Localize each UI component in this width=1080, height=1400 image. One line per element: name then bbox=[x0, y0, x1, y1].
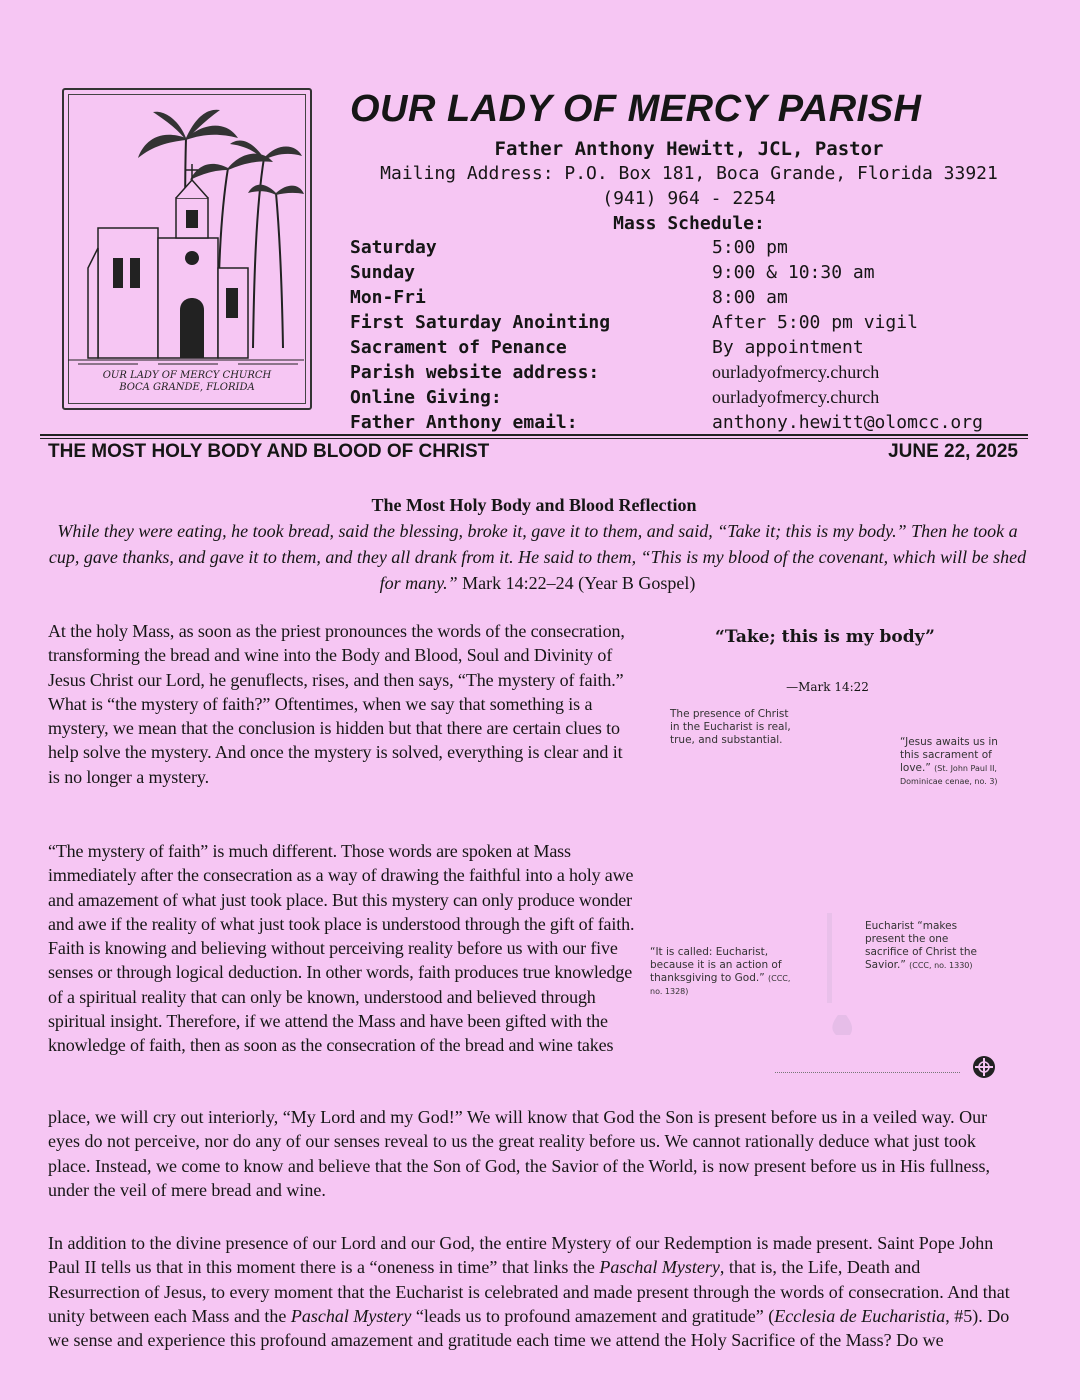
logo-caption-line2: BOCA GRANDE, FLORIDA bbox=[119, 382, 255, 393]
note3-text: “It is called: Eucharist, because it is an action of thanksgiving to God.” bbox=[650, 946, 782, 984]
schedule-label: Saturday bbox=[350, 237, 437, 258]
feast-title: THE MOST HOLY BODY AND BLOOD OF CHRIST bbox=[48, 441, 490, 462]
phone-number: (941) 964 - 2254 bbox=[602, 188, 776, 209]
divider bbox=[40, 438, 1028, 439]
schedule-row bbox=[350, 262, 1030, 287]
schedule-value: 5:00 pm bbox=[712, 237, 788, 258]
paragraph-1: At the holy Mass, as soon as the priest pronounces the words of the consecration, transforming the bread and wine into the Body and Blood, Soul and Divinity of Jesus Christ our Lord, he genuflects, rises, and then says, “The mystery of faith.” What is “the mystery of faith?” Oftentimes, when we say that something is a mystery, we mean that the conclusion is hidden but that there are certain clues to help solve the mystery. And once the mystery is solved, everything is clear and it is no longer a mystery. bbox=[48, 621, 625, 787]
p3-italic: Paschal Mystery bbox=[599, 1257, 720, 1278]
inset-quote: “Take; this is my body” bbox=[715, 627, 935, 647]
eucharist-inset bbox=[650, 620, 1030, 1095]
paragraph-3 bbox=[48, 1231, 1010, 1352]
church-drawing-icon bbox=[68, 98, 304, 368]
scripture-passage bbox=[45, 518, 1030, 596]
schedule-value: After 5:00 pm vigil bbox=[712, 312, 918, 333]
schedule-label: Mon-Fri bbox=[350, 287, 426, 308]
bulletin-date: JUNE 22, 2025 bbox=[888, 441, 1018, 462]
inset-note-presence: The presence of Christ in the Eucharist is real, true, and substantial. bbox=[670, 708, 791, 746]
parish-title: OUR LADY OF MERCY PARISH bbox=[350, 88, 922, 130]
schedule-label: First Saturday Anointing bbox=[350, 312, 611, 333]
schedule-row bbox=[350, 337, 1030, 362]
inset-note-thanksgiving bbox=[650, 946, 795, 998]
note2-citation: (St. John Paul II, Dominicae cenae, no. 3) bbox=[900, 764, 998, 786]
schedule-value[interactable]: anthony.hewitt@olomcc.org bbox=[712, 412, 983, 433]
schedule-label: Sunday bbox=[350, 262, 416, 283]
schedule-label: Father Anthony email: bbox=[350, 412, 578, 433]
schedule-value: 9:00 & 10:30 am bbox=[712, 262, 875, 283]
p3-text: In addition to the divine presence of our Lord and our God, the entire Mystery of our Redemption is made present. Saint Pope John Paul II tells us that in this moment there is a “oneness in time” that links the bbox=[48, 1233, 994, 1278]
p3-italic: Ecclesia de Eucharistia bbox=[774, 1305, 946, 1326]
schedule-value[interactable]: ourladyofmercy.church bbox=[712, 387, 880, 407]
note4-text: Eucharist “makes present the one sacrifice of Christ the Savior.” bbox=[865, 920, 977, 971]
publisher-emblem-icon bbox=[971, 1054, 997, 1080]
logo-caption-line1: OUR LADY OF MERCY CHURCH bbox=[102, 370, 272, 381]
schedule-value: 8:00 am bbox=[712, 287, 788, 308]
p3-text: , #5). Do we sense and experience this profound amazement and gratitude each time we attend the Holy Sacrifice of the Mass? Do we bbox=[48, 1305, 1010, 1351]
parish-logo bbox=[62, 88, 312, 410]
scripture-text: While they were eating, he took bread, said the blessing, broke it, gave it to them, and said, “Take it; this is my body.” Then he took a cup, gave thanks, and gave it to them, and they all drank from it. He said to them, “This is my blood of the covenant, which will be shed for many.” bbox=[48, 521, 1027, 593]
paragraph-2-upper: “The mystery of faith” is much different. Those words are spoken at Mass immediately after the consecration as a way of drawing the faithful into a holy awe and amazement of what just took place. But this mystery can only produce wonder and awe if the reality of what just took place is understood through the gift of faith. Faith is knowing and believing without perceiving reality before us with our five senses or through logical deduction. In other words, faith produces true knowledge of a spiritual reality that can only be known, understood and believed through spiritual insight. Therefore, if we attend the Mass and have been gifted with the knowledge of faith, then as soon as the consecration of the bread and wine takes bbox=[48, 841, 635, 1056]
chalice-icon bbox=[810, 905, 870, 1045]
copyright-line bbox=[775, 1072, 960, 1076]
reflection-title: The Most Holy Body and Blood Reflection bbox=[371, 495, 697, 515]
schedule-row bbox=[350, 287, 1030, 312]
schedule-row bbox=[350, 312, 1030, 337]
mass-schedule-heading: Mass Schedule: bbox=[613, 213, 765, 234]
schedule-row bbox=[350, 362, 1030, 387]
schedule-value: By appointment bbox=[712, 337, 864, 358]
inset-note-sacrifice bbox=[865, 920, 990, 972]
inset-quote-reference: —Mark 14:22 bbox=[786, 680, 869, 694]
schedule-value[interactable]: ourladyofmercy.church bbox=[712, 362, 880, 382]
paragraph-2-lower: place, we will cry out interiorly, “My Lord and my God!” We will know that God the Son is present before us in a veiled way. Our eyes do not perceive, nor do any of our senses reveal to us the great reality before us. We cannot rationally deduce what just took place. Instead, we come to know and believe that the Son of God, the Savior of the World, is now present before us in His fullness, under the veil of mere bread and wine. bbox=[48, 1107, 991, 1200]
schedule-row bbox=[350, 387, 1030, 412]
pastor-name: Father Anthony Hewitt, JCL, Pastor bbox=[494, 138, 884, 160]
divider bbox=[40, 434, 1028, 436]
p3-text: , that is, the Life, Death and Resurrection of Jesus, to every moment that the Eucharist is celebrated and made present through the words of consecration. And that unity between each Mass and the bbox=[48, 1257, 1010, 1326]
schedule-label: Sacrament of Penance bbox=[350, 337, 567, 358]
note4-citation: (CCC, no. 1330) bbox=[909, 961, 973, 970]
scripture-reference: Mark 14:22–24 (Year B Gospel) bbox=[457, 573, 696, 593]
note3-citation: (CCC, no. 1328) bbox=[650, 974, 791, 996]
logo-caption bbox=[64, 370, 310, 394]
p3-text: “leads us to profound amazement and gratitude” ( bbox=[411, 1305, 775, 1326]
schedule-label: Online Giving: bbox=[350, 387, 502, 408]
schedule-row bbox=[350, 237, 1030, 262]
p3-italic: Paschal Mystery bbox=[290, 1305, 412, 1326]
note2-text: “Jesus awaits us in this sacrament of love.” bbox=[900, 736, 998, 774]
inset-note-jesus-awaits bbox=[900, 736, 1000, 788]
schedule-label: Parish website address: bbox=[350, 362, 600, 383]
mailing-address: Mailing Address: P.O. Box 181, Boca Grande, Florida 33921 bbox=[380, 163, 998, 184]
